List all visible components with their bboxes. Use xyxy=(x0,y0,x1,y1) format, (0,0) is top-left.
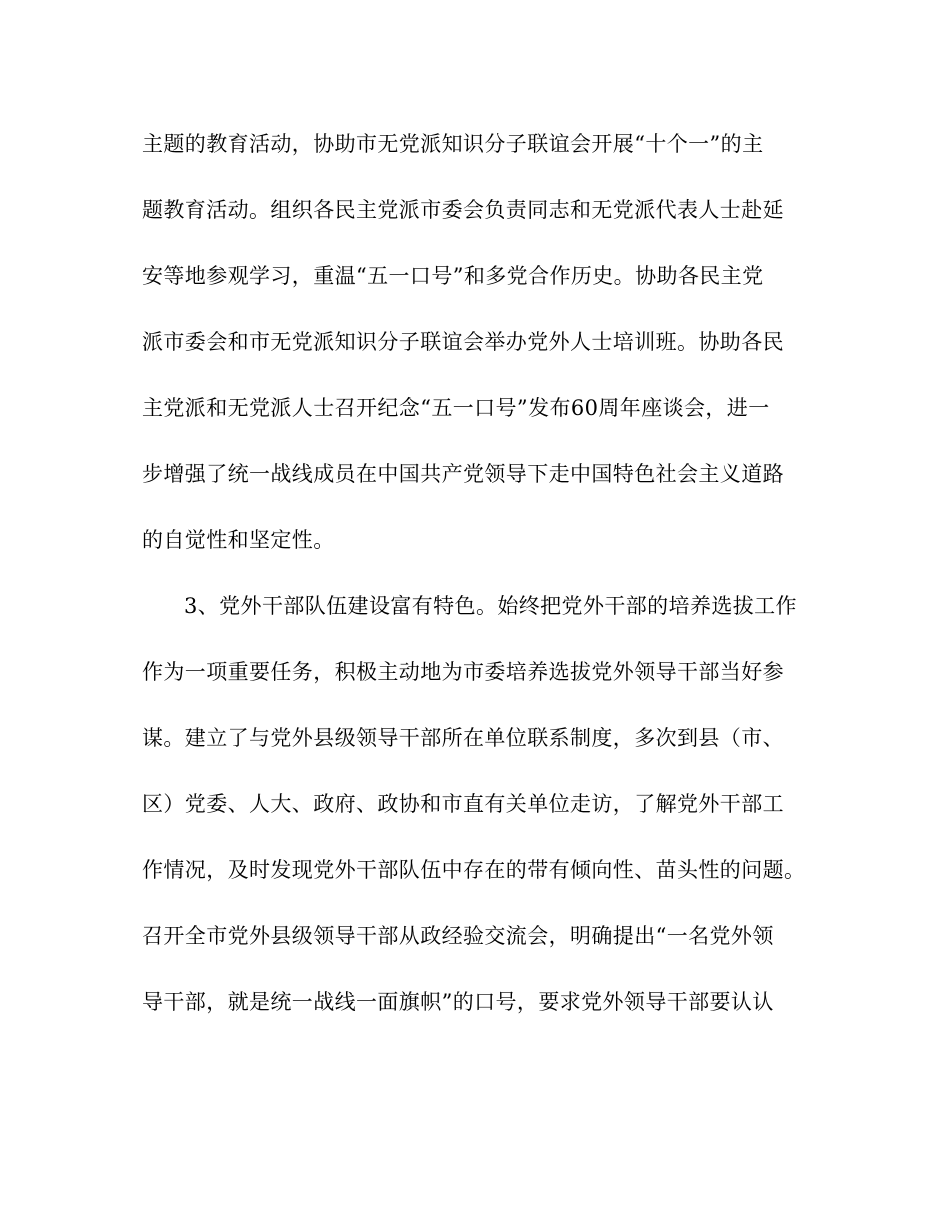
text-line: 派市委会和市无党派知识分子联谊会举办党外人士培训班。协助各民 xyxy=(142,330,784,354)
text-line: 安等地参观学习，重温“五一口号”和多党合作历史。协助各民主党 xyxy=(142,264,764,288)
text-line: 区）党委、人大、政府、政协和市直有关单位走访，了解党外干部工 xyxy=(142,792,784,816)
text-line: 谋。建立了与党外县级领导干部所在单位联系制度，多次到县（市、 xyxy=(142,726,784,750)
text-line: 作为一项重要任务，积极主动地为市委培养选拔党外领导干部当好参 xyxy=(142,660,784,684)
text-line: 作情况，及时发现党外干部队伍中存在的带有倾向性、苗头性的问题。 xyxy=(142,858,806,882)
body-text xyxy=(142,124,814,1048)
text-line: 召开全市党外县级领导干部从政经验交流会，明确提出“一名党外领 xyxy=(142,924,774,948)
paragraph-start-line: 3、党外干部队伍建设富有特色。始终把党外干部的培养选拔工作 xyxy=(184,594,797,618)
text-line: 主党派和无党派人士召开纪念“五一口号”发布60周年座谈会，进一 xyxy=(142,396,770,420)
text-line: 步增强了统一战线成员在中国共产党领导下走中国特色社会主义道路 xyxy=(142,462,784,486)
text-line: 主题的教育活动，协助市无党派知识分子联谊会开展“十个一”的主 xyxy=(142,132,764,156)
text-line: 导干部，就是统一战线一面旗帜”的口号，要求党外领导干部要认认 xyxy=(142,990,774,1014)
text-line: 题教育活动。组织各民主党派市委会负责同志和无党派代表人士赴延 xyxy=(142,198,784,222)
text-line: 的自觉性和坚定性。 xyxy=(142,528,335,552)
